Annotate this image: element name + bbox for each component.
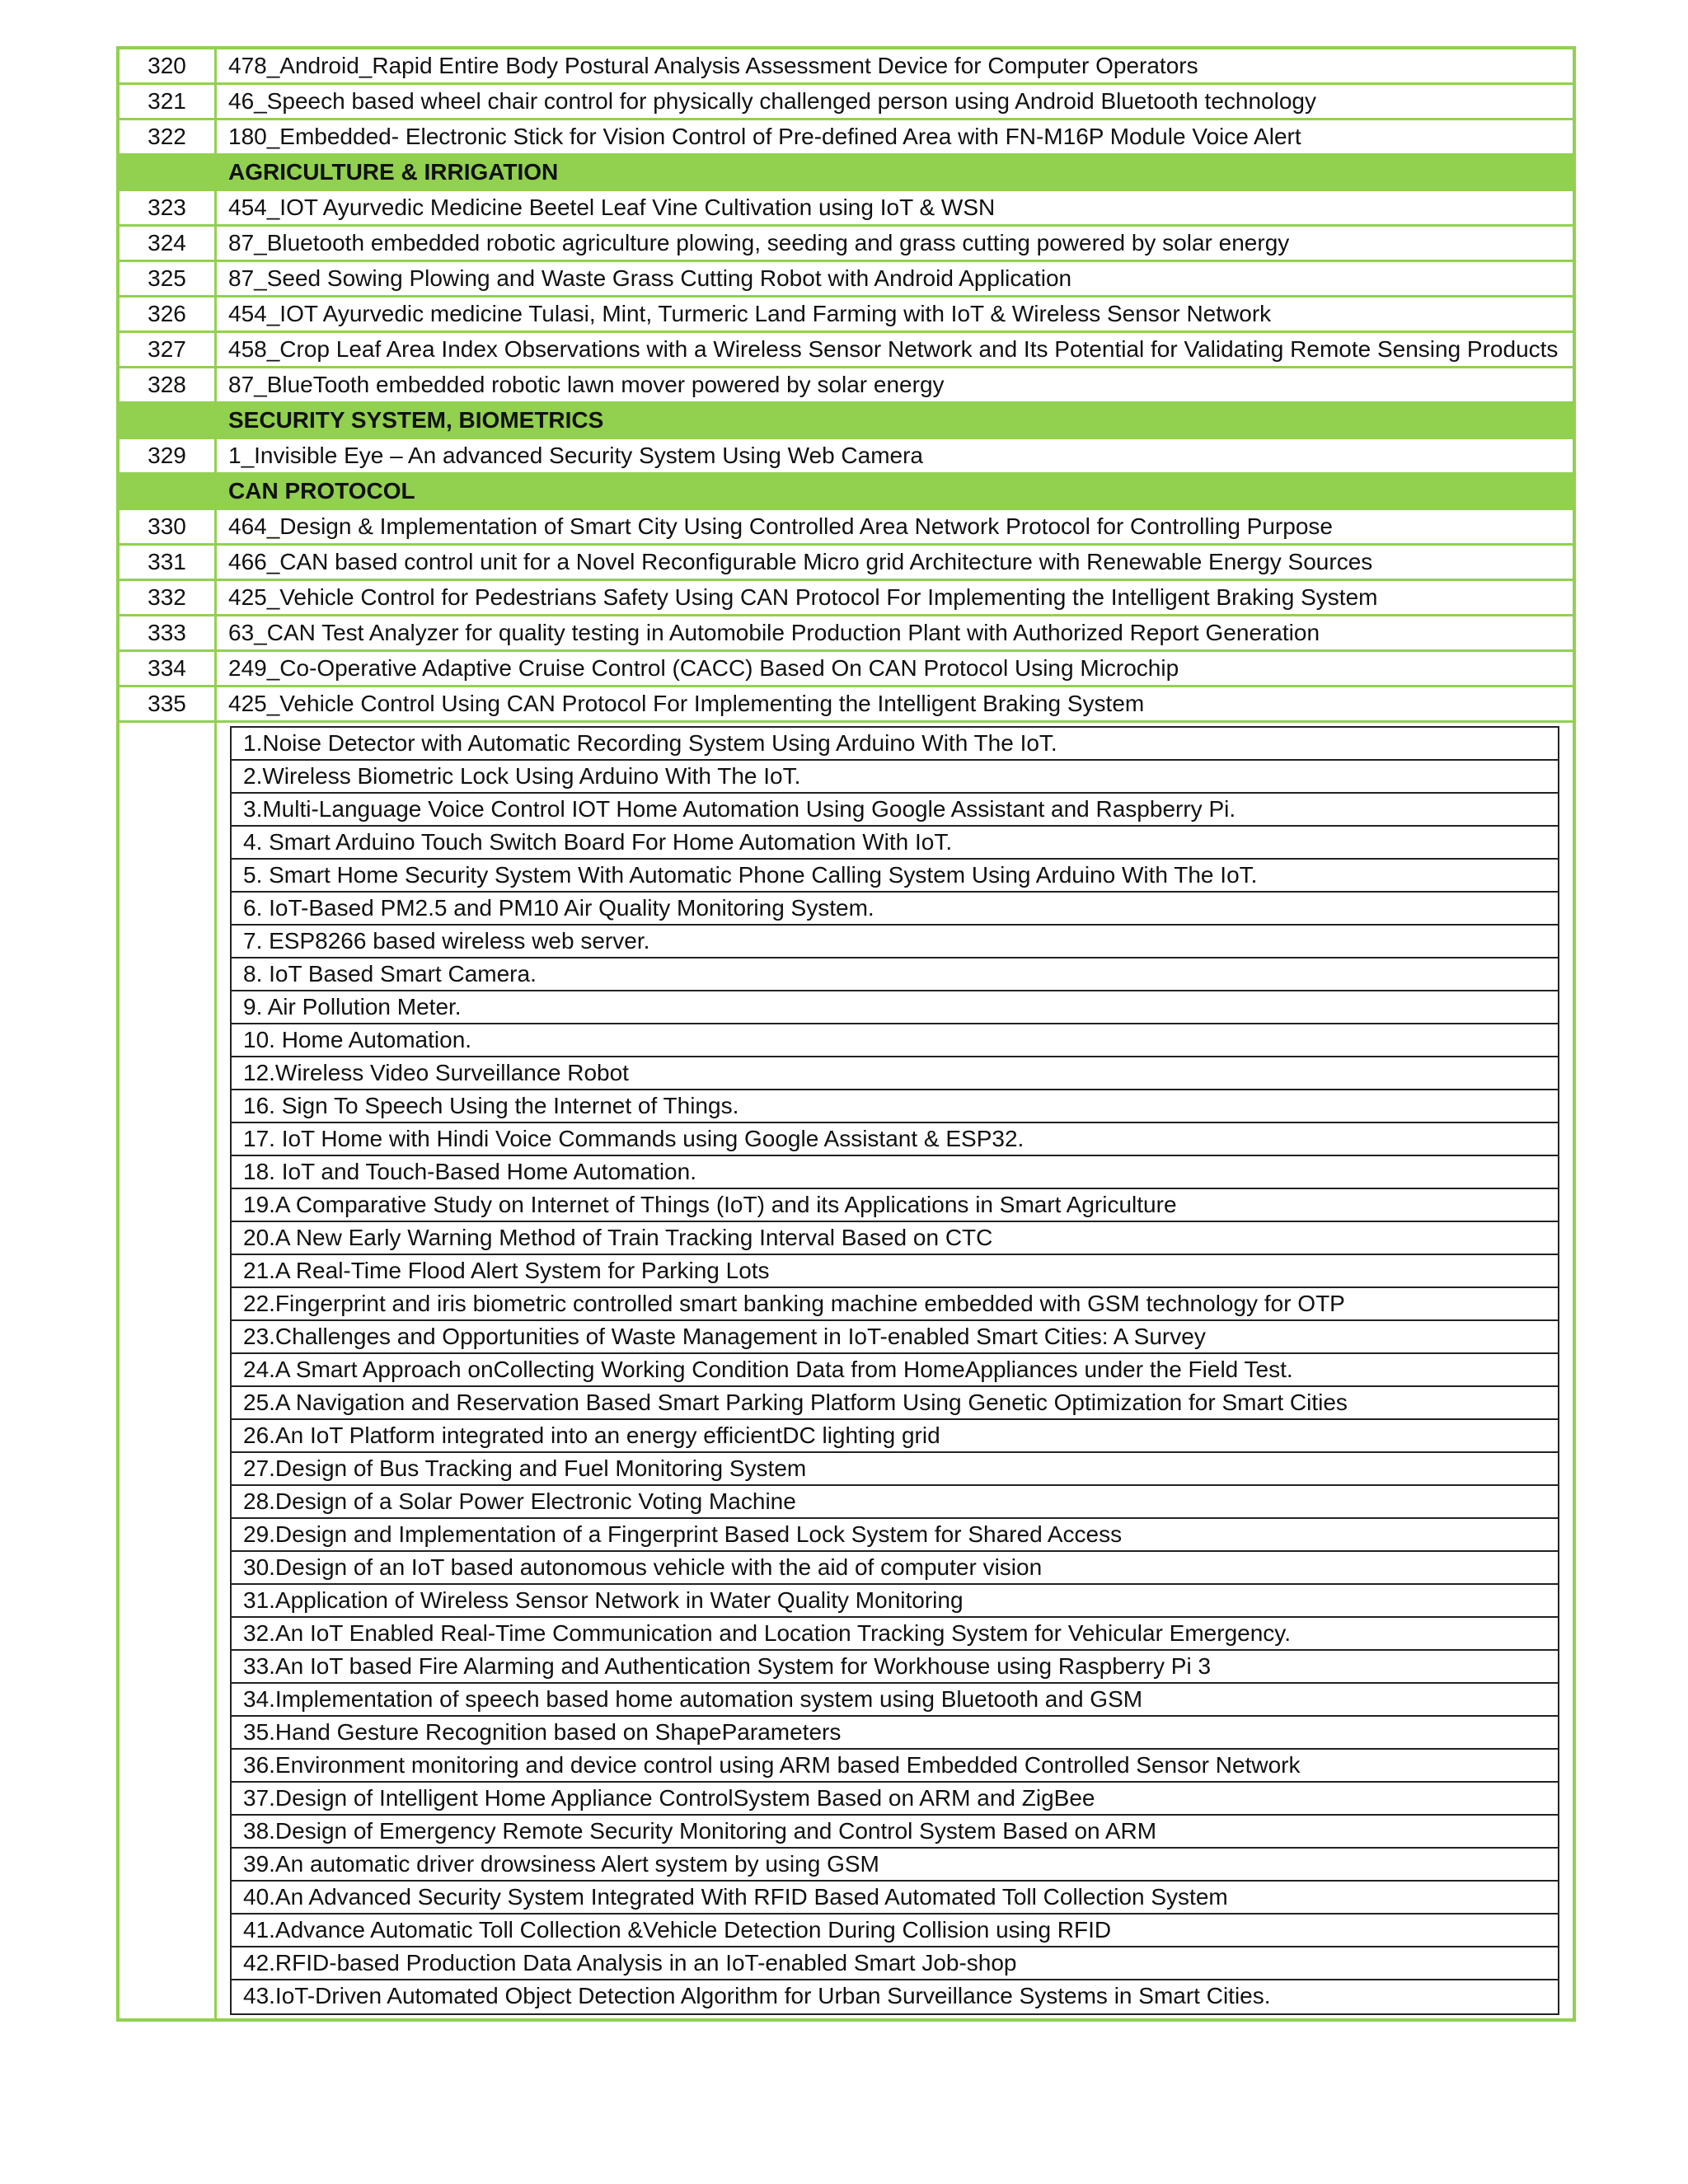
list-item: 21.A Real-Time Flood Alert System for Parking Lots [232,1255,1558,1288]
row-number [120,475,217,508]
table-row [120,49,1573,85]
section-header-row [120,475,1573,510]
project-title: 464_Design & Implementation of Smart City Using Controlled Area Network Protocol for Controlling Purpose [228,513,1333,539]
list-item: 28.Design of a Solar Power Electronic Voting Machine [232,1486,1558,1519]
section-title: SECURITY SYSTEM, BIOMETRICS [228,407,604,433]
list-item: 30.Design of an IoT based autonomous vehicle with the aid of computer vision [232,1552,1558,1585]
table-row [120,85,1573,120]
row-number [120,404,217,437]
list-item: 25.A Navigation and Reservation Based Smart Parking Platform Using Genetic Optimization for Smart Cities [232,1387,1558,1420]
list-item: 17. IoT Home with Hindi Voice Commands using Google Assistant & ESP32. [232,1123,1558,1156]
table-row [120,227,1573,262]
list-item: 12.Wireless Video Surveillance Robot [232,1057,1558,1090]
section-title: CAN PROTOCOL [228,478,415,504]
list-item: 1.Noise Detector with Automatic Recording System Using Arduino With The IoT. [232,728,1558,761]
row-number: 327 [120,333,217,366]
additional-projects-list [230,726,1559,2015]
list-item: 10. Home Automation. [232,1024,1558,1057]
section-header-row [120,404,1573,439]
row-number: 328 [120,368,217,401]
table-row [120,333,1573,368]
project-title: 478_Android_Rapid Entire Body Postural Analysis Assessment Device for Computer Operators [228,53,1198,78]
table-row [120,581,1573,616]
list-item: 5. Smart Home Security System With Automatic Phone Calling System Using Arduino With The IoT. [232,860,1558,893]
list-item: 32.An IoT Enabled Real-Time Communication and Location Tracking System for Vehicular Emergency. [232,1618,1558,1651]
section-header-row [120,156,1573,191]
table-row [120,510,1573,546]
list-item: 38.Design of Emergency Remote Security Monitoring and Control System Based on ARM [232,1816,1558,1849]
list-item: 20.A New Early Warning Method of Train Tracking Interval Based on CTC [232,1222,1558,1255]
project-title: 466_CAN based control unit for a Novel Reconfigurable Micro grid Architecture with Renewable Energy Sources [228,549,1373,574]
list-item: 41.Advance Automatic Toll Collection &Vehicle Detection During Collision using RFID [232,1915,1558,1947]
table-row [120,262,1573,298]
project-title: 249_Co-Operative Adaptive Cruise Control (CACC) Based On CAN Protocol Using Microchip [228,655,1179,681]
list-item: 16. Sign To Speech Using the Internet of Things. [232,1090,1558,1123]
row-number: 324 [120,227,217,260]
main-rows [120,49,1573,723]
row-number: 334 [120,652,217,685]
section-title: AGRICULTURE & IRRIGATION [228,159,559,185]
project-title: 454_IOT Ayurvedic medicine Tulasi, Mint, Turmeric Land Farming with IoT & Wireless Sensor Network [228,301,1272,326]
list-item: 8. IoT Based Smart Camera. [232,958,1558,991]
project-title: 180_Embedded- Electronic Stick for Vision Control of Pre-defined Area with FN-M16P Module Voice Alert [228,124,1301,149]
row-number: 320 [120,49,217,82]
list-item: 23.Challenges and Opportunities of Waste Management in IoT-enabled Smart Cities: A Survey [232,1321,1558,1354]
project-title: 425_Vehicle Control for Pedestrians Safety Using CAN Protocol For Implementing the Intelligent Braking System [228,584,1378,610]
project-title: 425_Vehicle Control Using CAN Protocol For Implementing the Intelligent Braking System [228,691,1145,716]
list-item: 43.IoT-Driven Automated Object Detection Algorithm for Urban Surveillance Systems in Smart Cities. [243,1983,1271,2008]
list-item: 31.Application of Wireless Sensor Network in Water Quality Monitoring [232,1585,1558,1618]
project-title: 87_Bluetooth embedded robotic agriculture plowing, seeding and grass cutting powered by solar energy [228,230,1290,255]
table-row [120,439,1573,475]
list-item: 36.Environment monitoring and device control using ARM based Embedded Controlled Sensor Network [232,1750,1558,1783]
list-item: 37.Design of Intelligent Home Appliance ControlSystem Based on ARM and ZigBee [232,1783,1558,1816]
list-item: 7. ESP8266 based wireless web server. [232,926,1558,958]
row-number: 326 [120,298,217,330]
project-title: 454_IOT Ayurvedic Medicine Beetel Leaf Vine Cultivation using IoT & WSN [228,194,996,220]
row-number: 323 [120,191,217,224]
list-item: 2.Wireless Biometric Lock Using Arduino With The IoT. [232,761,1558,794]
row-number: 330 [120,510,217,543]
row-number [120,156,217,189]
additional-projects-block [120,723,1573,2018]
table-row [120,616,1573,652]
list-item: 26.An IoT Platform integrated into an energy efficientDC lighting grid [232,1420,1558,1453]
table-row [120,120,1573,156]
list-item: 4. Smart Arduino Touch Switch Board For Home Automation With IoT. [232,827,1558,860]
list-item: 6. IoT-Based PM2.5 and PM10 Air Quality Monitoring System. [232,893,1558,926]
number-column-spacer [120,723,217,2018]
row-number: 332 [120,581,217,614]
table-row [120,191,1573,227]
table-row [120,546,1573,581]
list-item: 33.An IoT based Fire Alarming and Authentication System for Workhouse using Raspberry Pi 3 [232,1651,1558,1684]
list-item: 40.An Advanced Security System Integrated With RFID Based Automated Toll Collection System [232,1882,1558,1915]
list-item: 35.Hand Gesture Recognition based on ShapeParameters [232,1717,1558,1750]
row-number: 329 [120,439,217,472]
row-number: 335 [120,687,217,720]
list-item: 22.Fingerprint and iris biometric controlled smart banking machine embedded with GSM technology for OTP [232,1288,1558,1321]
list-item: 34.Implementation of speech based home automation system using Bluetooth and GSM [232,1684,1558,1717]
row-number: 331 [120,546,217,579]
row-number: 322 [120,120,217,153]
project-title: 87_BlueTooth embedded robotic lawn mover powered by solar energy [228,372,945,397]
list-item: 29.Design and Implementation of a Fingerprint Based Lock System for Shared Access [232,1519,1558,1552]
row-number: 325 [120,262,217,295]
project-title: 1_Invisible Eye – An advanced Security System Using Web Camera [228,443,924,468]
list-item: 3.Multi-Language Voice Control IOT Home Automation Using Google Assistant and Raspberry Pi. [232,794,1558,827]
inner-list-wrapper [217,723,1573,2018]
list-item: 27.Design of Bus Tracking and Fuel Monitoring System [232,1453,1558,1486]
list-item: 24.A Smart Approach onCollecting Working Condition Data from HomeAppliances under the Field Test. [232,1354,1558,1387]
table-row [120,368,1573,404]
list-item: 18. IoT and Touch-Based Home Automation. [232,1156,1558,1189]
list-item: 39.An automatic driver drowsiness Alert system by using GSM [232,1849,1558,1882]
row-number: 321 [120,85,217,118]
list-item: 9. Air Pollution Meter. [232,991,1558,1024]
table-row [120,687,1573,723]
list-item: 42.RFID-based Production Data Analysis in an IoT-enabled Smart Job-shop [232,1947,1558,1980]
list-item: 19.A Comparative Study on Internet of Things (IoT) and its Applications in Smart Agriculture [232,1189,1558,1222]
project-list-table [116,46,1576,2022]
project-title: 46_Speech based wheel chair control for physically challenged person using Android Bluetooth technology [228,88,1316,114]
table-row [120,652,1573,687]
table-row [120,298,1573,333]
row-number: 333 [120,616,217,649]
project-title: 458_Crop Leaf Area Index Observations with a Wireless Sensor Network and Its Potential for Validating Remote Sensing Products [228,336,1559,362]
project-title: 87_Seed Sowing Plowing and Waste Grass Cutting Robot with Android Application [228,265,1072,291]
project-title: 63_CAN Test Analyzer for quality testing in Automobile Production Plant with Authorized Report Generation [228,620,1320,645]
